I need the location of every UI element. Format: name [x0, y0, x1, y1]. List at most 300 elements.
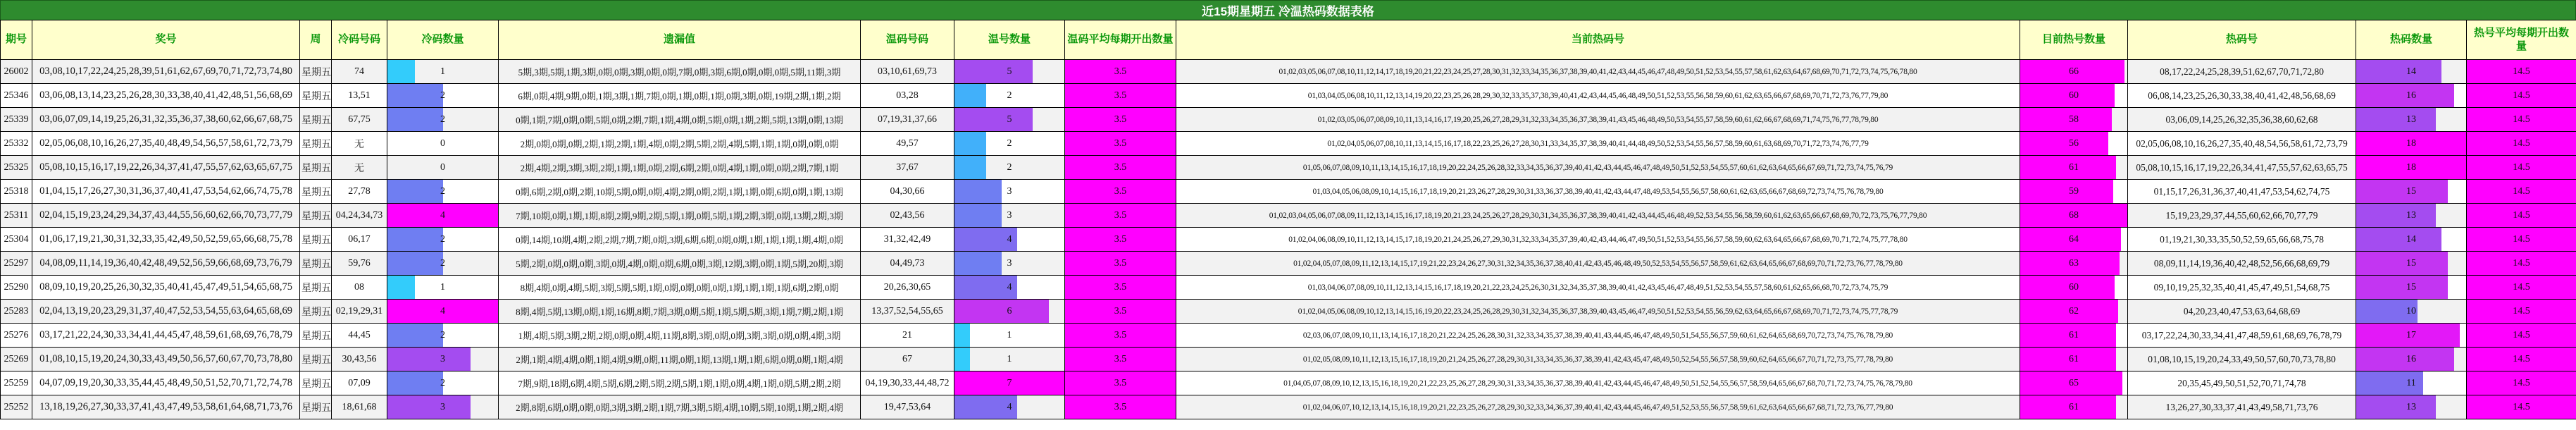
cell-value: 14.5 [2513, 209, 2530, 221]
cell-cold_nums: 04,24,34,73 [332, 204, 387, 228]
col-header-cold_nums: 冷码号码 [332, 20, 387, 60]
cell-hot_current: 01,02,04,05,07,08,09,11,12,13,14,15,17,19,21,22,23,24,26,27,30,31,32,34,35,36,37,38,40,41,42,43,45,46,48,49,50,52,53,54,55,56,57,58,59,61,62,63,64,65,66,67,68,69,70,71,72,73,76,77,78,79,80 [1176, 252, 2020, 276]
cell-week: 星期五 [300, 371, 332, 395]
cell-week: 星期五 [300, 228, 332, 252]
cold_count-bar [387, 371, 443, 395]
cell-hot_current_count [2020, 156, 2128, 180]
col-header-omission: 遗漏值 [499, 20, 861, 60]
cell-value: 56 [2069, 137, 2079, 149]
cell-value: 1 [440, 66, 445, 77]
cell-value: 3.5 [1114, 329, 1127, 340]
cell-value: 2 [440, 377, 445, 388]
cell-hot_count [2356, 108, 2467, 132]
cell-warm_count [954, 348, 1065, 371]
col-header-hot_current_count: 目前热号数量 [2020, 20, 2128, 60]
cell-value: 2 [440, 185, 445, 197]
cell-cold_nums: 74 [332, 60, 387, 84]
cell-hot_nums: 13,26,27,30,33,37,41,43,49,58,71,73,76 [2128, 395, 2356, 419]
cell-hot_nums: 05,08,10,15,16,17,19,22,26,34,41,47,55,57,62,63,65,75 [2128, 156, 2356, 180]
hot_count-bar [2356, 228, 2441, 251]
cell-week: 星期五 [300, 108, 332, 132]
cell-warm_avg [1065, 395, 1176, 419]
table-row [1, 156, 2576, 180]
cell-hot_nums: 02,05,06,08,10,16,26,27,35,40,48,54,56,58,61,72,73,79 [2128, 132, 2356, 156]
cell-hot_nums: 03,17,22,24,30,33,34,41,47,48,59,61,68,69,76,78,79 [2128, 324, 2356, 348]
cell-prize: 04,08,09,11,14,19,36,40,42,48,49,52,56,59,66,68,69,73,76,79 [32, 252, 300, 276]
cell-value: 1 [1007, 353, 1012, 364]
cell-value: 4 [1007, 281, 1012, 293]
cell-prize: 01,04,15,17,26,27,30,31,36,37,40,41,47,53,54,62,66,74,75,78 [32, 180, 300, 204]
cell-prize: 13,18,19,26,27,30,33,37,41,43,47,49,53,58,61,64,68,71,73,76 [32, 395, 300, 419]
hot_count-bar [2356, 252, 2448, 275]
cell-value: 14.5 [2513, 305, 2530, 317]
warm_count-bar [954, 156, 986, 179]
cell-prize: 08,09,10,19,20,25,26,30,32,35,40,41,45,47,49,51,54,65,68,75 [32, 276, 300, 300]
table-row [1, 348, 2576, 371]
cold_count-bar [387, 108, 443, 131]
cell-value: 0 [440, 161, 445, 173]
cell-hot_count [2356, 371, 2467, 395]
cell-warm_nums: 03,28 [861, 84, 954, 108]
cell-hot_count [2356, 84, 2467, 108]
cell-omission: 8期,4期,5期,13期,0期,1期,16期,8期,7期,3期,0期,5期,1期,5期,5期,3期,1期,7期,2期,1期 [499, 300, 861, 324]
col-header-hot_avg: 热号平均每期开出数量 [2467, 20, 2576, 60]
cell-warm_avg [1065, 252, 1176, 276]
cell-hot_count [2356, 60, 2467, 84]
warm_count-bar [954, 204, 1002, 227]
cell-cold_count [387, 348, 499, 371]
cell-warm_nums: 19,47,53,64 [861, 395, 954, 419]
cell-hot_current_count [2020, 252, 2128, 276]
cell-week: 星期五 [300, 84, 332, 108]
hot_current_count-bar [2020, 180, 2113, 203]
cell-value: 3 [440, 353, 445, 364]
cell-hot_current: 01,03,04,06,07,08,09,10,11,12,13,14,15,16,17,18,19,20,21,22,23,24,25,26,30,31,32,34,35,37,38,39,40,41,42,43,45,46,47,48,49,51,52,53,54,55,57,58,60,61,62,65,66,68,70,72,73,74,75,79 [1176, 276, 2020, 300]
cell-warm_nums: 04,30,66 [861, 180, 954, 204]
cell-week: 星期五 [300, 395, 332, 419]
hot_count-bar [2356, 180, 2448, 203]
table-row [1, 276, 2576, 300]
cell-cold_count [387, 324, 499, 348]
cell-period: 25346 [1, 84, 32, 108]
cell-omission: 5期,3期,5期,1期,3期,0期,0期,3期,0期,0期,7期,0期,3期,6期,0期,0期,0期,5期,11期,3期 [499, 60, 861, 84]
cell-warm_count [954, 132, 1065, 156]
cell-hot_avg [2467, 60, 2576, 84]
hot_count-bar [2356, 108, 2436, 131]
cell-hot_avg [2467, 156, 2576, 180]
cell-warm_avg [1065, 180, 1176, 204]
cell-cold_count [387, 228, 499, 252]
warm_count-bar [954, 348, 970, 371]
cell-value: 11 [2406, 377, 2416, 388]
cell-value: 13 [2406, 209, 2416, 221]
cell-value: 17 [2406, 329, 2416, 340]
cell-warm_nums: 04,19,30,33,44,48,72 [861, 371, 954, 395]
cell-cold_count [387, 108, 499, 132]
cell-prize: 02,04,15,19,23,24,29,34,37,43,44,55,56,60,62,66,70,73,77,79 [32, 204, 300, 228]
cell-omission: 0期,1期,7期,0期,0期,5期,0期,2期,7期,1期,4期,0期,5期,0期,1期,2期,5期,13期,0期,13期 [499, 108, 861, 132]
cell-value: 2 [440, 329, 445, 340]
cell-period: 25318 [1, 180, 32, 204]
cell-value: 14.5 [2513, 66, 2530, 77]
cell-warm_avg [1065, 84, 1176, 108]
cell-value: 3.5 [1114, 281, 1127, 293]
cell-prize: 03,06,08,13,14,23,25,26,28,30,33,38,40,41,42,48,51,56,68,69 [32, 84, 300, 108]
cell-prize: 02,04,13,19,20,23,29,31,37,40,47,52,53,54,55,63,64,65,68,69 [32, 300, 300, 324]
cell-hot_avg [2467, 300, 2576, 324]
cell-value: 2 [1007, 90, 1012, 101]
warm_count-bar [954, 108, 1033, 131]
warm_count-bar [954, 60, 1033, 83]
cell-value: 13 [2406, 113, 2416, 125]
cell-warm_count [954, 156, 1065, 180]
cell-cold_count [387, 180, 499, 204]
cell-warm_avg [1065, 276, 1176, 300]
cell-hot_current: 01,02,04,06,07,10,12,13,14,15,16,18,19,20,21,22,23,25,26,27,28,29,30,32,33,34,36,37,39,40,41,42,43,44,45,46,47,49,51,52,53,55,56,57,58,59,61,62,63,64,65,66,67,68,71,72,73,76,77,79,80 [1176, 395, 2020, 419]
cell-hot_current: 02,03,06,07,08,09,10,11,13,14,16,17,18,20,21,22,24,25,26,28,30,31,32,33,34,35,37,38,39,40,41,43,44,45,46,47,48,49,50,51,54,55,56,57,59,60,61,62,64,65,68,69,70,72,73,74,75,76,78,79,80 [1176, 324, 2020, 348]
cell-value: 61 [2069, 401, 2079, 412]
cell-warm_nums: 04,49,73 [861, 252, 954, 276]
cell-warm_nums: 13,37,52,54,55,65 [861, 300, 954, 324]
cell-value: 16 [2406, 353, 2416, 364]
cell-value: 4 [440, 209, 445, 221]
cell-hot_current: 01,02,04,06,08,09,10,11,12,13,14,15,17,18,19,20,21,24,25,26,27,29,30,31,32,33,34,35,37,39,40,42,43,44,46,47,49,50,51,52,53,54,55,56,57,58,59,60,62,63,64,65,66,67,68,69,70,71,72,74,75,77,78,80 [1176, 228, 2020, 252]
cell-warm_avg [1065, 348, 1176, 371]
cell-warm_avg [1065, 60, 1176, 84]
cell-omission: 5期,2期,0期,0期,0期,3期,0期,4期,0期,0期,6期,0期,3期,12期,3期,0期,1期,5期,20期,3期 [499, 252, 861, 276]
cell-value: 2 [1007, 161, 1012, 173]
cell-week: 星期五 [300, 156, 332, 180]
cell-value: 3.5 [1114, 137, 1127, 149]
cell-value: 4 [1007, 233, 1012, 245]
cell-value: 3.5 [1114, 209, 1127, 221]
cell-omission: 7期,9期,18期,6期,4期,5期,6期,2期,5期,2期,5期,1期,1期,0期,4期,1期,0期,5期,2期,2期 [499, 371, 861, 395]
cell-value: 63 [2069, 257, 2079, 269]
warm_count-bar [954, 132, 986, 155]
cell-value: 3.5 [1114, 377, 1127, 388]
hot_current_count-bar [2020, 108, 2112, 131]
cell-period: 25311 [1, 204, 32, 228]
cell-period: 25325 [1, 156, 32, 180]
table-row [1, 84, 2576, 108]
cell-hot_avg [2467, 371, 2576, 395]
cell-value: 5 [1007, 113, 1012, 125]
hot_count-bar [2356, 84, 2454, 107]
cell-value: 3.5 [1114, 233, 1127, 245]
cell-warm_count [954, 180, 1065, 204]
cell-prize: 03,06,07,09,14,19,25,26,31,32,35,36,37,38,60,62,66,67,68,75 [32, 108, 300, 132]
warm_count-bar [954, 252, 1002, 275]
cell-warm_avg [1065, 324, 1176, 348]
cell-value: 14.5 [2513, 185, 2530, 197]
table-row [1, 108, 2576, 132]
cell-warm_count [954, 228, 1065, 252]
cell-value: 15 [2406, 257, 2416, 269]
cell-hot_current_count [2020, 132, 2128, 156]
cell-warm_count [954, 276, 1065, 300]
cell-warm_nums: 67 [861, 348, 954, 371]
cell-hot_count [2356, 204, 2467, 228]
col-header-hot_nums: 热码号 [2128, 20, 2356, 60]
cell-hot_count [2356, 324, 2467, 348]
cell-week: 星期五 [300, 252, 332, 276]
cell-period: 25290 [1, 276, 32, 300]
cell-warm_count [954, 300, 1065, 324]
cell-period: 25269 [1, 348, 32, 371]
cell-value: 10 [2406, 305, 2416, 317]
cell-hot_avg [2467, 180, 2576, 204]
cell-warm_avg [1065, 204, 1176, 228]
cell-cold_count [387, 395, 499, 419]
cell-hot_count [2356, 276, 2467, 300]
cell-warm_count [954, 395, 1065, 419]
cell-hot_count [2356, 300, 2467, 324]
cell-value: 3.5 [1114, 113, 1127, 125]
cell-prize: 02,05,06,08,10,16,26,27,35,40,48,49,54,56,57,58,61,72,73,79 [32, 132, 300, 156]
cell-week: 星期五 [300, 276, 332, 300]
cell-hot_nums: 08,09,11,14,19,36,40,42,48,52,56,66,68,69,79 [2128, 252, 2356, 276]
cell-value: 5 [1007, 66, 1012, 77]
cell-value: 2 [440, 233, 445, 245]
cell-prize: 01,06,17,19,21,30,31,32,33,35,42,49,50,52,59,65,66,68,75,78 [32, 228, 300, 252]
cell-hot_current: 01,03,04,05,06,08,10,11,12,13,14,19,20,22,23,25,26,28,29,30,32,33,35,37,38,39,40,41,42,43,44,45,46,48,49,50,51,52,53,55,56,58,59,60,61,62,63,65,66,67,68,69,70,71,72,73,76,77,79,80 [1176, 84, 2020, 108]
col-header-warm_avg: 温码平均每期开出数量 [1065, 20, 1176, 60]
cell-value: 14.5 [2513, 281, 2530, 293]
cell-value: 3.5 [1114, 353, 1127, 364]
cold_count-bar [387, 84, 443, 107]
cell-omission: 6期,0期,4期,9期,0期,1期,3期,1期,7期,0期,1期,0期,1期,0期,3期,0期,19期,2期,1期,2期 [499, 84, 861, 108]
cell-value: 3.5 [1114, 305, 1127, 317]
hot_count-bar [2356, 204, 2436, 227]
cell-value: 2 [440, 90, 445, 101]
cell-hot_nums: 09,10,19,25,32,35,40,41,45,47,49,51,54,68,75 [2128, 276, 2356, 300]
table-row [1, 395, 2576, 419]
cell-cold_nums: 07,09 [332, 371, 387, 395]
cold_count-bar [387, 348, 471, 371]
cell-value: 4 [1007, 401, 1012, 412]
cell-hot_nums: 01,15,17,26,31,36,37,40,41,47,53,54,62,74,75 [2128, 180, 2356, 204]
table-row [1, 252, 2576, 276]
cell-value: 0 [440, 137, 445, 149]
cell-value: 14.5 [2513, 257, 2530, 269]
cell-week: 星期五 [300, 180, 332, 204]
cell-hot_current_count [2020, 395, 2128, 419]
cell-value: 3.5 [1114, 161, 1127, 173]
cell-warm_nums: 07,19,31,37,66 [861, 108, 954, 132]
cell-week: 星期五 [300, 60, 332, 84]
cell-value: 3 [1007, 185, 1012, 197]
cold_count-bar [387, 60, 415, 83]
cell-value: 14.5 [2513, 113, 2530, 125]
cell-hot_current: 01,02,05,08,09,10,11,12,13,15,16,17,18,19,20,21,24,25,26,27,28,29,30,31,33,34,35,36,37,38,39,41,42,43,45,47,48,49,50,52,54,55,56,57,58,59,60,62,64,65,66,67,70,71,72,73,75,77,78,79,80 [1176, 348, 2020, 371]
cell-hot_avg [2467, 348, 2576, 371]
hot_count-bar [2356, 276, 2448, 299]
cell-hot_current_count [2020, 60, 2128, 84]
cell-prize: 03,17,21,22,24,30,33,34,41,44,45,47,48,59,61,68,69,76,78,79 [32, 324, 300, 348]
cell-cold_nums: 18,61,68 [332, 395, 387, 419]
cell-prize: 05,08,10,15,16,17,19,22,26,34,37,41,47,55,57,62,63,65,67,75 [32, 156, 300, 180]
cell-week: 星期五 [300, 132, 332, 156]
cell-value: 15 [2406, 185, 2416, 197]
cell-value: 14.5 [2513, 401, 2530, 412]
warm_count-bar [954, 180, 1002, 203]
cell-cold_nums: 13,51 [332, 84, 387, 108]
cell-hot_count [2356, 252, 2467, 276]
hot_current_count-bar [2020, 84, 2115, 107]
cell-warm_avg [1065, 228, 1176, 252]
cell-hot_current: 01,02,03,05,06,07,08,09,10,11,13,14,16,17,19,20,25,26,27,28,29,31,32,33,34,35,36,37,38,39,41,43,45,46,48,49,50,53,54,55,57,58,59,60,61,62,66,67,68,69,71,74,75,76,77,78,79,80 [1176, 108, 2020, 132]
cell-value: 3.5 [1114, 90, 1127, 101]
cell-period: 25252 [1, 395, 32, 419]
cell-value: 13 [2406, 401, 2416, 412]
cell-omission: 0期,6期,2期,0期,2期,10期,5期,0期,0期,4期,2期,0期,2期,1期,1期,0期,6期,0期,1期,13期 [499, 180, 861, 204]
cell-warm_nums: 49,57 [861, 132, 954, 156]
cell-cold_nums: 44,45 [332, 324, 387, 348]
col-header-prize: 奖号 [32, 20, 300, 60]
cell-cold_nums: 06,17 [332, 228, 387, 252]
cell-cold_count [387, 371, 499, 395]
cell-hot_nums: 08,17,22,24,25,28,39,51,62,67,70,71,72,80 [2128, 60, 2356, 84]
cell-hot_count [2356, 228, 2467, 252]
cell-warm_count [954, 60, 1065, 84]
cell-value: 60 [2069, 281, 2079, 293]
cell-value: 2 [440, 113, 445, 125]
cell-hot_current_count [2020, 108, 2128, 132]
cell-value: 64 [2069, 233, 2079, 245]
cell-prize: 04,07,09,19,20,30,33,35,44,45,48,49,50,51,52,70,71,72,74,78 [32, 371, 300, 395]
cell-omission: 8期,4期,0期,4期,5期,3期,5期,5期,1期,0期,0期,0期,0期,1期,1期,1期,1期,6期,2期,0期 [499, 276, 861, 300]
cell-hot_current_count [2020, 204, 2128, 228]
cell-cold_nums: 无 [332, 132, 387, 156]
cell-value: 3.5 [1114, 257, 1127, 269]
cell-value: 14.5 [2513, 329, 2530, 340]
cell-cold_nums: 59,76 [332, 252, 387, 276]
warm_count-bar [954, 324, 970, 347]
cell-value: 3 [440, 401, 445, 412]
cell-hot_current_count [2020, 348, 2128, 371]
cell-warm_avg [1065, 132, 1176, 156]
cell-hot_current: 01,02,03,04,05,06,07,08,09,11,12,13,14,15,16,17,18,19,20,21,23,24,25,26,27,28,29,30,31,34,35,36,37,38,39,40,41,42,43,44,45,46,48,49,52,53,54,55,56,58,59,60,61,62,63,65,66,67,68,69,70,72,73,75,76,77,79,80 [1176, 204, 2020, 228]
cell-value: 14 [2406, 66, 2416, 77]
cell-hot_current_count [2020, 371, 2128, 395]
cell-cold_count [387, 132, 499, 156]
cell-cold_count [387, 276, 499, 300]
table-row [1, 180, 2576, 204]
cell-week: 星期五 [300, 324, 332, 348]
cell-value: 61 [2069, 353, 2079, 364]
cell-value: 3 [1007, 257, 1012, 269]
cell-omission: 0期,14期,10期,4期,2期,2期,7期,7期,0期,3期,6期,6期,0期,0期,1期,1期,1期,1期,4期,0期 [499, 228, 861, 252]
cell-omission: 2期,8期,6期,0期,0期,0期,3期,3期,2期,1期,7期,3期,5期,4期,10期,5期,10期,1期,2期,4期 [499, 395, 861, 419]
cell-warm_count [954, 324, 1065, 348]
cell-hot_nums: 01,19,21,30,33,35,50,52,59,65,66,68,75,78 [2128, 228, 2356, 252]
table-row [1, 132, 2576, 156]
cell-hot_nums: 20,35,45,49,50,51,52,70,71,74,78 [2128, 371, 2356, 395]
cell-cold_nums: 27,78 [332, 180, 387, 204]
cell-warm_nums: 03,10,61,69,73 [861, 60, 954, 84]
cell-warm_count [954, 84, 1065, 108]
cell-value: 61 [2069, 161, 2079, 173]
cell-hot_current: 01,04,05,07,08,09,10,12,13,15,16,18,19,20,21,22,23,25,26,27,28,29,30,31,33,34,35,36,37,38,39,40,41,42,43,44,45,46,47,48,49,50,51,52,54,55,56,57,58,59,64,65,66,67,68,70,71,72,73,74,75,76,78,79,80 [1176, 371, 2020, 395]
cell-warm_count [954, 252, 1065, 276]
col-header-hot_count: 热码数量 [2356, 20, 2467, 60]
cell-value: 14.5 [2513, 161, 2530, 173]
cell-hot_current: 01,02,04,05,06,07,08,10,11,13,14,15,16,17,18,22,23,25,26,27,28,30,31,33,34,35,37,38,39,40,41,44,48,49,50,52,53,54,55,56,57,58,59,60,61,63,68,69,70,71,72,73,74,76,77,79 [1176, 132, 2020, 156]
cell-hot_current_count [2020, 180, 2128, 204]
col-header-warm_nums: 温码号码 [861, 20, 954, 60]
cell-cold_nums: 30,43,56 [332, 348, 387, 371]
cell-value: 58 [2069, 113, 2079, 125]
header-row [1, 20, 2576, 60]
cell-value: 3 [1007, 209, 1012, 221]
cell-hot_nums: 04,20,23,40,47,53,63,64,68,69 [2128, 300, 2356, 324]
cell-value: 14 [2406, 233, 2416, 245]
cell-warm_avg [1065, 371, 1176, 395]
cell-hot_nums: 06,08,14,23,25,26,30,33,38,40,41,42,48,56,68,69 [2128, 84, 2356, 108]
col-header-week: 周 [300, 20, 332, 60]
cell-hot_current_count [2020, 324, 2128, 348]
cell-cold_count [387, 84, 499, 108]
cold_count-bar [387, 324, 443, 347]
cell-week: 星期五 [300, 204, 332, 228]
cell-period: 25283 [1, 300, 32, 324]
cell-hot_count [2356, 348, 2467, 371]
cell-warm_nums: 31,32,42,49 [861, 228, 954, 252]
table-row [1, 371, 2576, 395]
hot_count-bar [2356, 395, 2436, 419]
cell-cold_nums: 无 [332, 156, 387, 180]
cell-warm_avg [1065, 156, 1176, 180]
cell-omission: 7期,10期,0期,1期,1期,8期,2期,9期,2期,5期,1期,0期,5期,1期,2期,3期,0期,13期,2期,3期 [499, 204, 861, 228]
cell-cold_nums: 08 [332, 276, 387, 300]
table-row [1, 204, 2576, 228]
cell-hot_current_count [2020, 84, 2128, 108]
cell-value: 68 [2069, 209, 2079, 221]
cell-omission: 2期,4期,2期,3期,3期,2期,1期,1期,0期,2期,6期,2期,0期,4期,1期,0期,0期,2期,7期,1期 [499, 156, 861, 180]
cell-value: 1 [1007, 329, 1012, 340]
cell-warm_nums: 20,26,30,65 [861, 276, 954, 300]
cell-value: 14.5 [2513, 90, 2530, 101]
table-row [1, 60, 2576, 84]
cell-value: 1 [440, 281, 445, 293]
cell-value: 15 [2406, 281, 2416, 293]
cell-value: 3.5 [1114, 185, 1127, 197]
cold_count-bar [387, 252, 443, 275]
cell-value: 62 [2069, 305, 2079, 317]
cell-warm_count [954, 108, 1065, 132]
cell-hot_current: 01,02,03,05,06,07,08,10,11,12,14,17,18,19,20,21,22,23,24,25,27,28,30,31,32,33,34,35,36,37,38,39,40,41,42,43,44,45,46,47,48,49,50,51,52,53,54,55,57,58,61,62,63,64,67,68,69,70,71,72,73,74,75,76,78,80 [1176, 60, 2020, 84]
cell-prize: 01,08,10,15,19,20,24,30,33,43,49,50,56,57,60,67,70,73,78,80 [32, 348, 300, 371]
cell-hot_avg [2467, 252, 2576, 276]
cell-value: 3.5 [1114, 66, 1127, 77]
cell-hot_avg [2467, 84, 2576, 108]
cell-hot_count [2356, 132, 2467, 156]
cell-value: 3.5 [1114, 401, 1127, 412]
data-table [0, 20, 2576, 419]
table-row [1, 324, 2576, 348]
cell-period: 25339 [1, 108, 32, 132]
cell-hot_current: 01,03,04,05,06,08,09,10,14,15,16,17,18,19,20,21,23,26,27,28,29,30,31,33,36,37,38,39,40,41,42,43,44,47,48,49,53,54,55,56,57,58,60,61,62,63,65,66,67,68,69,72,73,74,75,76,78,79,80 [1176, 180, 2020, 204]
cell-omission: 2期,0期,0期,0期,2期,1期,2期,1期,4期,0期,2期,5期,2期,4期,5期,1期,1期,0期,0期,0期 [499, 132, 861, 156]
hot_current_count-bar [2020, 276, 2115, 299]
cell-warm_nums: 37,67 [861, 156, 954, 180]
col-header-hot_current: 当前热码号 [1176, 20, 2020, 60]
cell-value: 60 [2069, 90, 2079, 101]
cell-period: 25297 [1, 252, 32, 276]
table-row [1, 300, 2576, 324]
cell-hot_nums: 01,08,10,15,19,20,24,33,49,50,57,60,70,73,78,80 [2128, 348, 2356, 371]
cell-period: 25259 [1, 371, 32, 395]
